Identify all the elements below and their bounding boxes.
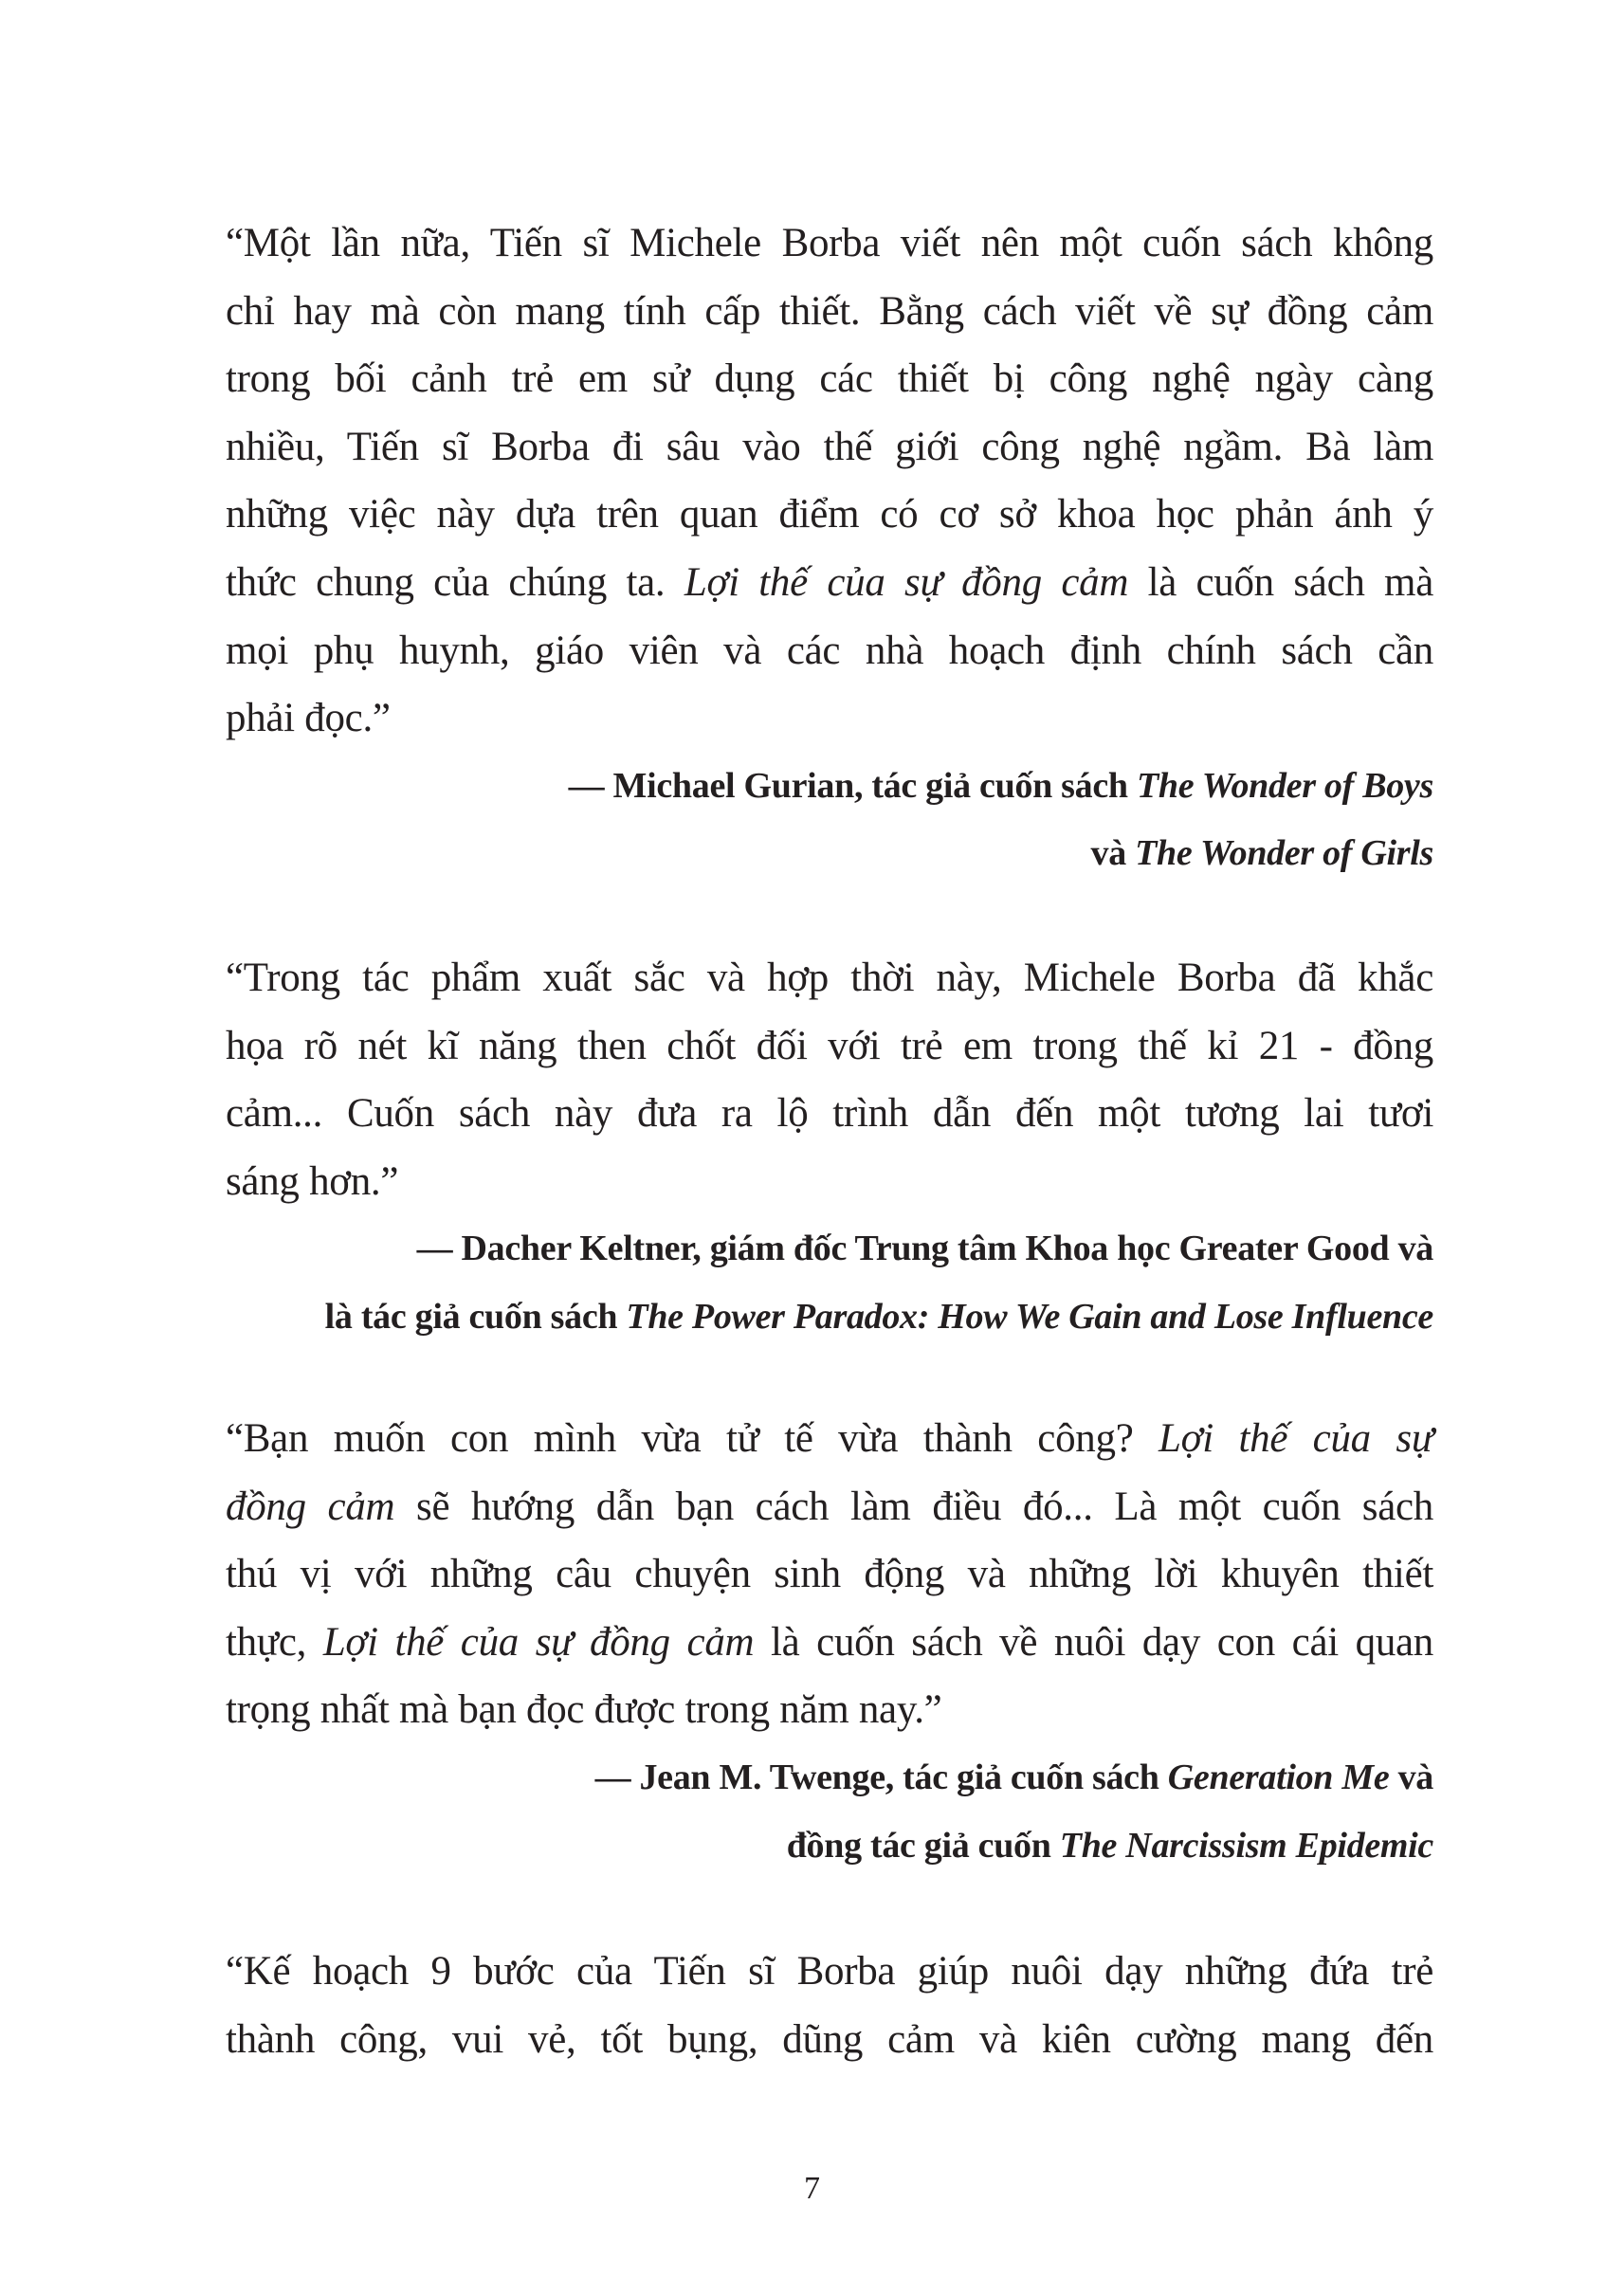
text-segment: là tác giả cuốn sách (324, 1296, 627, 1337)
text-segment: trong bối cảnh trẻ em sử dụng các thiết bị công nghệ ngày càng (226, 356, 1433, 402)
italic-title: The Narcissism Epidemic (1059, 1825, 1433, 1866)
attribution-line (226, 1284, 1433, 1352)
text-segment: thú vị với những câu chuyện sinh động và những lời khuyên thiết (226, 1552, 1433, 1597)
italic-title: Lợi thế của sự (1159, 1416, 1433, 1461)
text-segment: thực, (226, 1619, 323, 1665)
text-segment: “Bạn muốn con mình vừa tử tế vừa thành công? (226, 1416, 1159, 1461)
text-segment: những việc này dựa trên quan điểm có cơ sở khoa học phản ánh ý (226, 492, 1433, 537)
quote-keltner (226, 944, 1433, 1352)
quote-line (226, 1012, 1433, 1081)
attribution-line (226, 753, 1433, 821)
text-segment: sẽ hướng dẫn bạn cách làm điều đó... Là một cuốn sách (394, 1484, 1433, 1529)
quote-line (226, 413, 1433, 482)
quote-line (226, 1473, 1433, 1541)
text-segment: họa rõ nét kĩ năng then chốt đối với trẻ em trong thế kỉ 21 - đồng (226, 1023, 1433, 1068)
quote-line (226, 944, 1433, 1012)
text-segment: đồng tác giả cuốn (786, 1825, 1060, 1866)
quote-line (226, 345, 1433, 413)
italic-title: The Wonder of Girls (1135, 833, 1433, 874)
quote-line (226, 209, 1433, 278)
text-segment: mọi phụ huynh, giáo viên và các nhà hoạch định chính sách cần (226, 628, 1433, 673)
text-segment: phải đọc.” (226, 696, 391, 741)
quote-twenge (226, 1405, 1433, 1880)
quote-line (226, 549, 1433, 617)
attribution-line (226, 1215, 1433, 1284)
quote-borba-plan (226, 1938, 1433, 2073)
attribution-line (226, 820, 1433, 888)
quote-line (226, 1405, 1433, 1473)
page-number: 7 (804, 2171, 820, 2206)
italic-title: đồng cảm (226, 1484, 395, 1529)
quote-line (226, 278, 1433, 346)
text-segment: chỉ hay mà còn mang tính cấp thiết. Bằng cách viết về sự đồng cảm (226, 288, 1433, 334)
quote-line (226, 684, 1433, 753)
quote-line (226, 1540, 1433, 1609)
italic-title: Lợi thế của sự đồng cảm (684, 559, 1129, 605)
text-segment: là cuốn sách về nuôi dạy con cái quan (754, 1619, 1433, 1665)
text-segment: — Dacher Keltner, giám đốc Trung tâm Khoa học Greater Good và (416, 1229, 1433, 1269)
quote-gurian (226, 209, 1433, 888)
quote-line (226, 1676, 1433, 1744)
attribution-line (226, 1744, 1433, 1812)
italic-title: Generation Me (1167, 1757, 1390, 1797)
quote-line (226, 1609, 1433, 1677)
text-segment: “Trong tác phẩm xuất sắc và hợp thời này, Michele Borba đã khắc (226, 956, 1433, 1000)
text-segment: thành công, vui vẻ, tốt bụng, dũng cảm và kiên cường mang đến (226, 2016, 1433, 2062)
text-segment: trọng nhất mà bạn đọc được trong năm nay.” (226, 1687, 942, 1733)
text-segment: “Một lần nữa, Tiến sĩ Michele Borba viết nên một cuốn sách không (226, 221, 1433, 265)
quote-line (226, 1080, 1433, 1148)
italic-title: The Wonder of Boys (1136, 765, 1433, 806)
text-segment: và (1090, 833, 1136, 874)
attribution-line (226, 1812, 1433, 1881)
italic-title: Lợi thế của sự đồng cảm (322, 1619, 755, 1665)
quote-line (226, 2006, 1433, 2074)
text-segment: sáng hơn.” (226, 1158, 399, 1204)
quote-line (226, 1148, 1433, 1216)
italic-title: The Power Paradox: How We Gain and Lose Influence (626, 1296, 1433, 1337)
text-segment: là cuốn sách mà (1128, 559, 1433, 605)
quote-line (226, 481, 1433, 549)
text-segment: cảm... Cuốn sách này đưa ra lộ trình dẫn đến một tương lai tươi (226, 1091, 1433, 1137)
quote-line (226, 617, 1433, 685)
text-segment: — Jean M. Twenge, tác giả cuốn sách (594, 1757, 1168, 1797)
text-segment: “Kế hoạch 9 bước của Tiến sĩ Borba giúp nuôi dạy những đứa trẻ (226, 1949, 1433, 1994)
text-segment: thức chung của chúng ta. (226, 559, 684, 605)
text-segment: — Michael Gurian, tác giả cuốn sách (568, 765, 1137, 806)
text-segment: và (1389, 1757, 1433, 1797)
quote-line (226, 1938, 1433, 2006)
text-segment: nhiều, Tiến sĩ Borba đi sâu vào thế giới công nghệ ngầm. Bà làm (226, 424, 1433, 469)
